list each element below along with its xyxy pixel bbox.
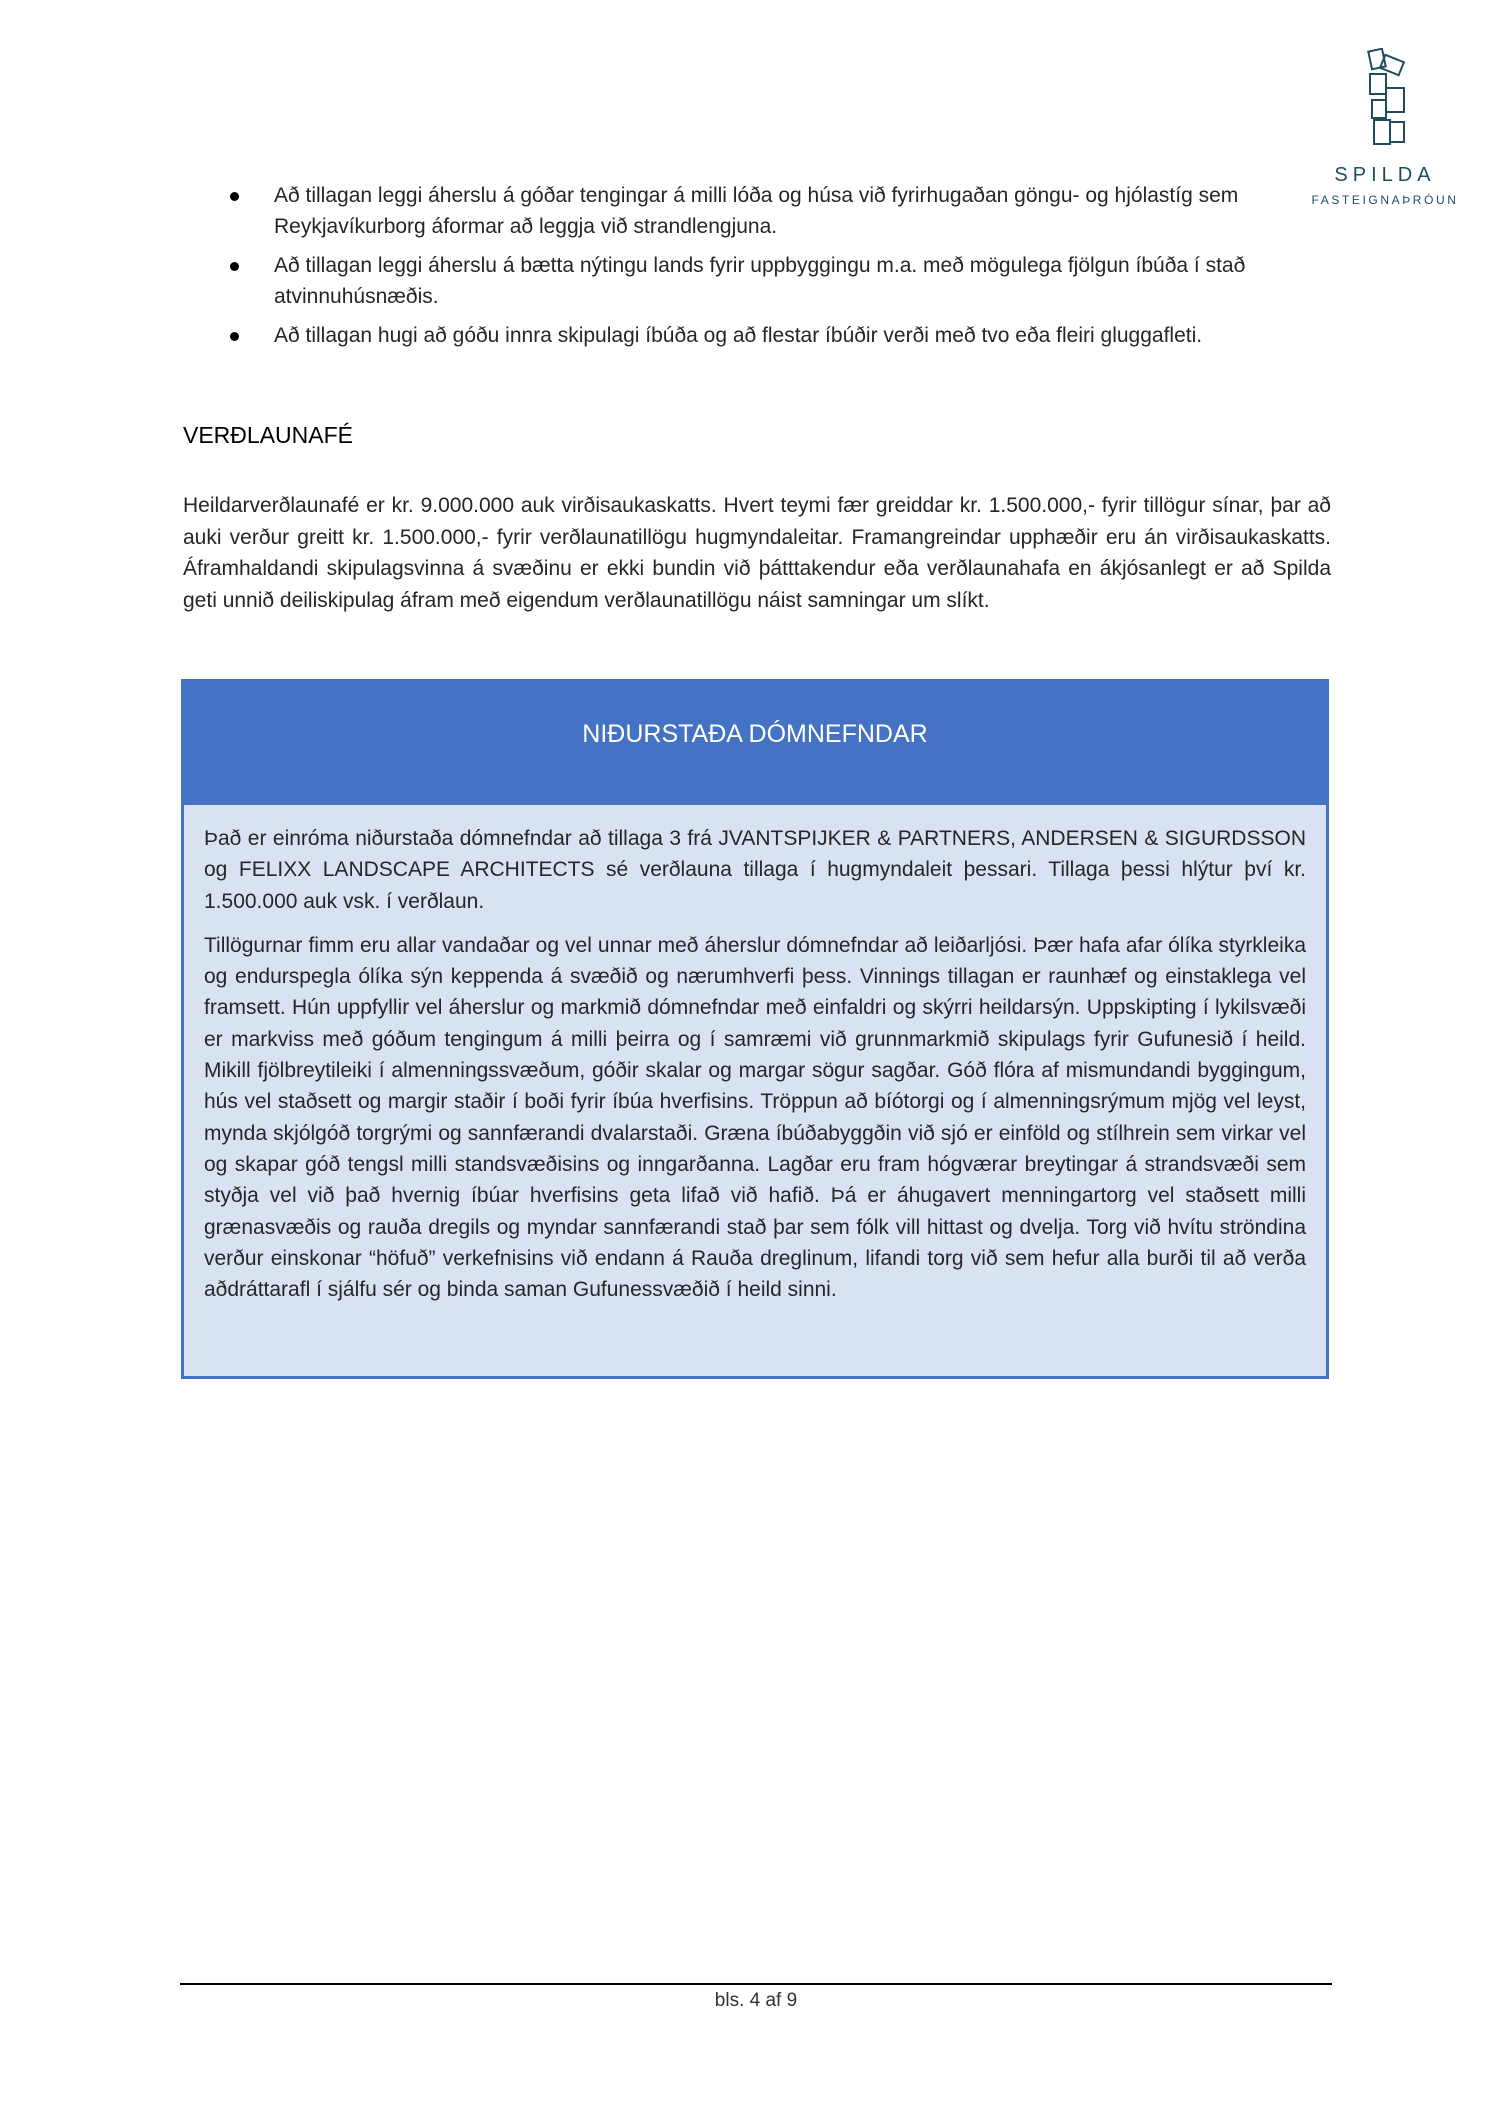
verdict-paragraph: Tillögurnar fimm eru allar vandaðar og vel unnar með áherslur dómnefndar að leiðarljósi. Þær hafa afar ólíka styrkleika og endurspegla ólíka sýn keppenda á svæðið og nærumhverfi þess. Vinnings tillagan er raunhæf og einstaklega vel framsett. Hún uppfyllir vel áherslur og markmið dómnefndar með einfaldri og skýrri heildarsýn. Uppskipting í lykilsvæði er markviss með góðum tengingum á milli þeirra og í samræmi við grunnmarkmið skipulags fyrir Gufunesið í heild. Mikill fjölbreytileiki í almenningssvæðum, góðir skalar og margar sögur sagðar. Góð flóra af mismundandi byggingum, hús vel staðsett og margir staðir í boði fyrir íbúa hverfisins. Tröppun að bíótorgi og í almenningsrýmum mjög vel leyst, mynda skjólgóð torgrými og sannfærandi dvalarstaði. Græna íbúðabyggðin við sjó er einföld og stílhrein sem virkar vel og skapar góð tengsl milli standsvæðisins og inngarðanna. Lagðar eru fram hógværar breytingar á strandsvæði sem styðja vel við það hvernig íbúar hverfisins geta lifað við hafið. Þá er áhugavert menningartorg vel staðsett milli grænasvæðis og rauða dregils og myndar sannfærandi stað þar sem fólk vill hittast og dvelja. Torg við hvítu ströndina verður einskonar “höfuð” verkefnisins við endann á Rauða dreglinum, lifandi torg við sem hefur alla burði til að verða aðdráttarafl í sjálfu sér og binda saman Gufunessvæðið í heild sinni.: [204, 933, 1306, 1302]
prize-heading: VERÐLAUNAFÉ: [183, 422, 353, 448]
verdict-body: [184, 805, 1326, 1305]
verdict-title: NIÐURSTAÐA DÓMNEFNDAR: [184, 682, 1326, 805]
verdict-paragraph: Það er einróma niðurstaða dómnefndar að tillaga 3 frá JVANTSPIJKER & PARTNERS, ANDERSEN & SIGURDSSON og FELIXX LANDSCAPE ARCHITECTS sé verðlauna tillaga í hugmyndaleit þessari. Tillaga þessi hlýtur því kr. 1.500.000 auk vsk. í verðlaun.: [204, 827, 1306, 913]
list-item: Að tillagan leggi áherslu á bætta nýtingu lands fyrir uppbyggingu m.a. með mögulega fjölgun íbúða í stað atvinnuhúsnæðis.: [228, 250, 1338, 312]
footer-divider: [180, 1983, 1332, 1985]
spilda-logo-icon: [1350, 48, 1420, 148]
prize-paragraph: Heildarverðlaunafé er kr. 9.000.000 auk virðisaukaskatts. Hvert teymi fær greiddar kr. 1.500.000,- fyrir tillögur sínar, þar að auki verður greitt kr. 1.500.000,- fyrir verðlaunatillögu hugmyndaleitar. Framangreindar upphæðir eru án virðisaukaskatts. Áframhaldandi skipulagsvinna á svæðinu er ekki bundin við þátttakendur eða verðlaunahafa en ákjósanlegt er að Spilda geti unnið deiliskipulag áfram með eigendum verðlaunatillögu náist samningar um slíkt.: [183, 494, 1331, 612]
criteria-list: [228, 180, 1338, 359]
jury-verdict-box: [181, 679, 1329, 1379]
page-number: bls. 4 af 9: [714, 1990, 798, 2011]
list-item: Að tillagan leggi áherslu á góðar tengingar á milli lóða og húsa við fyrirhugaðan göngu- og hjólastíg sem Reykjavíkurborg áformar að leggja við strandlengjuna.: [228, 180, 1338, 242]
logo-name: SPILDA: [1334, 164, 1436, 186]
logo-subtitle: FASTEIGNAÞRÓUN: [1311, 193, 1459, 207]
list-item: Að tillagan hugi að góðu innra skipulagi íbúða og að flestar íbúðir verði með tvo eða fleiri gluggafleti.: [228, 320, 1338, 351]
